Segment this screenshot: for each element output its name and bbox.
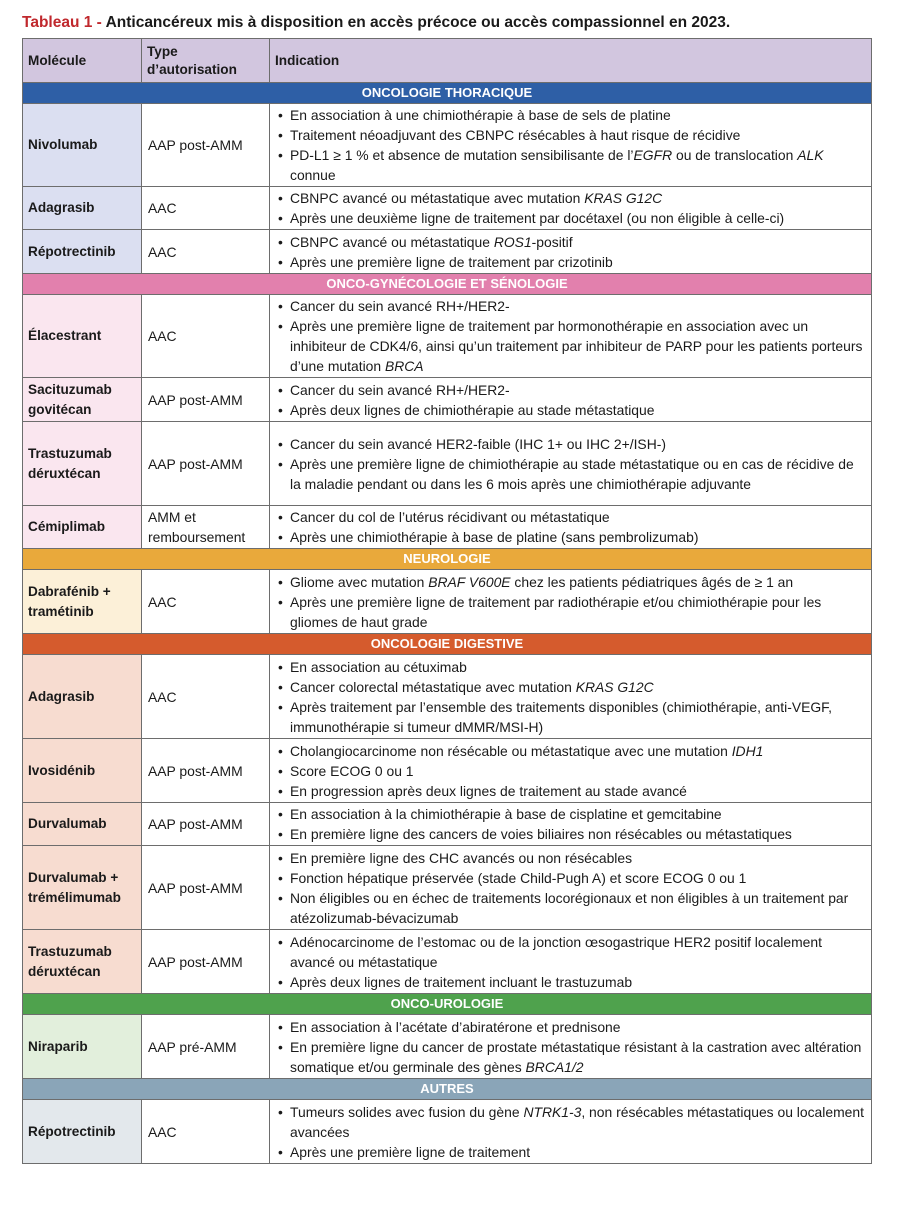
indication-text: Après deux lignes de chimiothérapie au stade métastatique <box>290 401 655 418</box>
indication-item <box>278 1017 866 1037</box>
indication-text: Cancer du sein avancé RH+/HER2- <box>290 381 510 398</box>
molecule-cell: Nivolumab <box>23 104 142 187</box>
section-title: ONCOLOGIE DIGESTIVE <box>23 634 872 655</box>
indication-italic-text: BRAF V600E <box>428 573 511 590</box>
indication-cell <box>270 104 872 187</box>
indication-text: Après une première ligne de traitement par crizotinib <box>290 253 613 270</box>
indication-italic-text: EGFR <box>633 147 673 163</box>
indication-text: Après une première ligne de chimiothérapie au stade métastatique ou en cas de récidive de la maladie pendant ou dans les 6 mois après une chimiothérapie adjuvante <box>290 455 854 492</box>
indication-text: Cancer du col de l’utérus récidivant ou métastatique <box>290 509 610 525</box>
authorization-type-cell: AAP post-AMM <box>142 104 270 187</box>
indication-italic-text: BRCA1/2 <box>525 1058 584 1075</box>
indication-item <box>278 868 866 888</box>
indication-cell <box>270 187 872 230</box>
indication-item <box>278 125 866 145</box>
authorization-type-cell: AAP post-AMM <box>142 422 270 506</box>
indication-text: Gliome avec mutation <box>290 573 429 590</box>
authorization-type-cell: AAP post-AMM <box>142 739 270 803</box>
header-indication: Indication <box>270 39 872 83</box>
indication-text: CBNPC avancé ou métastatique avec mutation <box>290 190 585 206</box>
indication-item <box>278 932 866 972</box>
indication-cell <box>270 422 872 506</box>
indication-item <box>278 677 866 697</box>
indication-text: Après deux lignes de traitement incluant le trastuzumab <box>290 973 633 990</box>
molecule-cell: Ivosidénib <box>23 739 142 803</box>
molecule-cell: Durvalumab <box>23 803 142 846</box>
indication-list <box>278 1017 866 1077</box>
indication-list <box>278 507 866 547</box>
indication-list <box>278 1102 866 1162</box>
indication-text: Cancer colorectal métastatique avec mutation <box>290 678 576 695</box>
indication-item <box>278 507 866 527</box>
section-title: ONCOLOGIE THORACIQUE <box>23 83 872 104</box>
table-row <box>23 570 872 634</box>
section-row <box>23 634 872 655</box>
indication-text: Fonction hépatique préservée (stade Child-Pugh A) et score ECOG 0 ou 1 <box>290 869 747 886</box>
authorization-type-cell: AAC <box>142 1100 270 1164</box>
authorization-type-cell: AAP post-AMM <box>142 846 270 930</box>
indication-text: En association à une chimiothérapie à base de sels de platine <box>290 107 671 123</box>
indication-text: -positif <box>531 233 573 250</box>
molecule-cell: Durvalumab + trémélimumab <box>23 846 142 930</box>
indication-item <box>278 741 866 761</box>
indication-text: Score ECOG 0 ou 1 <box>290 762 414 779</box>
indication-item <box>278 888 866 928</box>
table-row <box>23 803 872 846</box>
table-row <box>23 739 872 803</box>
indication-text: connue <box>290 167 336 183</box>
authorization-type-cell: AAP post-AMM <box>142 378 270 422</box>
table-row <box>23 506 872 549</box>
indication-italic-text: KRAS G12C <box>575 678 654 695</box>
table-row <box>23 422 872 506</box>
molecule-cell: Niraparib <box>23 1015 142 1079</box>
indication-text: Tumeurs solides avec fusion du gène <box>290 1103 524 1120</box>
indication-item <box>278 105 866 125</box>
indication-item <box>278 1037 866 1077</box>
indication-cell <box>270 739 872 803</box>
indication-list <box>278 572 866 632</box>
section-title: AUTRES <box>23 1079 872 1100</box>
section-row <box>23 549 872 570</box>
indication-cell <box>270 803 872 846</box>
indication-text: En première ligne des CHC avancés ou non résécables <box>290 849 633 866</box>
indication-list <box>278 804 866 844</box>
authorization-type-cell: AAC <box>142 655 270 739</box>
authorization-type-cell: AAP pré-AMM <box>142 1015 270 1079</box>
section-title: ONCO-UROLOGIE <box>23 994 872 1015</box>
indication-item <box>278 781 866 801</box>
molecule-cell: Répotrectinib <box>23 230 142 274</box>
indication-cell <box>270 506 872 549</box>
indication-item <box>278 804 866 824</box>
indication-cell <box>270 295 872 378</box>
indication-text: Cancer du sein avancé RH+/HER2- <box>290 298 510 314</box>
indication-item <box>278 592 866 632</box>
indication-italic-text: ALK <box>797 147 824 163</box>
indication-list <box>278 105 866 185</box>
indication-cell <box>270 570 872 634</box>
indication-item <box>278 380 866 400</box>
indication-item <box>278 316 866 376</box>
indication-text: En progression après deux lignes de traitement au stade avancé <box>290 782 687 799</box>
indication-text: Après une première ligne de traitement par radiothérapie et/ou chimiothérapie pour les gliomes de haut grade <box>290 593 822 630</box>
authorization-type-cell: AAC <box>142 230 270 274</box>
drugs-table <box>22 38 872 1164</box>
indication-text: Adénocarcinome de l’estomac ou de la jonction œsogastrique HER2 positif localement avancé ou métastatique <box>290 933 822 970</box>
indication-italic-text: NTRK1-3 <box>523 1103 582 1120</box>
indication-italic-text: IDH1 <box>731 742 764 759</box>
header-molecule: Molécule <box>23 39 142 83</box>
authorization-type-cell: AAC <box>142 295 270 378</box>
authorization-type-cell: AAC <box>142 570 270 634</box>
indication-list <box>278 932 866 992</box>
indication-cell <box>270 378 872 422</box>
section-row <box>23 994 872 1015</box>
indication-italic-text: BRCA <box>384 358 424 374</box>
indication-item <box>278 1102 866 1142</box>
molecule-cell: Répotrectinib <box>23 1100 142 1164</box>
indication-list <box>278 848 866 928</box>
molecule-cell: Adagrasib <box>23 187 142 230</box>
indication-list <box>278 188 866 228</box>
indication-item <box>278 1142 866 1162</box>
header-type: Type d’autorisation <box>142 39 270 83</box>
indication-item <box>278 572 866 592</box>
indication-item <box>278 972 866 992</box>
indication-italic-text: ROS1 <box>493 233 532 250</box>
indication-text: Cancer du sein avancé HER2-faible (IHC 1+ ou IHC 2+/ISH-) <box>290 435 666 452</box>
indication-text: CBNPC avancé ou métastatique <box>290 233 494 250</box>
molecule-cell: Sacituzumab govitécan <box>23 378 142 422</box>
table-row <box>23 930 872 994</box>
indication-list <box>278 657 866 737</box>
indication-text: chez les patients pédiatriques âgés de ≥ 1 an <box>510 573 794 590</box>
indication-text: Non éligibles ou en échec de traitements locorégionaux et non éligibles à un traitement par atézolizumab-bévacizumab <box>290 889 849 926</box>
indication-list <box>278 741 866 801</box>
section-row <box>23 1079 872 1100</box>
molecule-cell: Adagrasib <box>23 655 142 739</box>
indication-cell <box>270 1015 872 1079</box>
table-body <box>23 83 872 1164</box>
authorization-type-cell: AMM et remboursement <box>142 506 270 549</box>
molecule-cell: Trastuzumab déruxtécan <box>23 930 142 994</box>
indication-item <box>278 761 866 781</box>
molecule-cell: Trastuzumab déruxtécan <box>23 422 142 506</box>
indication-text: En association au cétuximab <box>290 658 467 675</box>
indication-text: En première ligne du cancer de prostate métastatique résistant à la castration avec altération somatique et/ou germinale des gènes <box>290 1038 862 1075</box>
indication-text: En association à l’acétate d’abiratérone et prednisone <box>290 1018 621 1035</box>
indication-text: Après une première ligne de traitement par hormonothérapie en association avec un inhibiteur de CDK4/6, ainsi qu’un traitement par inhibiteur de PARP pour les patients porteurs d’une mutation <box>290 318 863 374</box>
section-title: NEUROLOGIE <box>23 549 872 570</box>
indication-text: Cholangiocarcinome non résécable ou métastatique avec une mutation <box>290 742 732 759</box>
indication-text: En première ligne des cancers de voies biliaires non résécables ou métastatiques <box>290 826 792 842</box>
indication-text: Après une chimiothérapie à base de platine (sans pembrolizumab) <box>290 529 699 545</box>
molecule-cell: Élacestrant <box>23 295 142 378</box>
indication-text: Après une deuxième ligne de traitement par docétaxel (ou non éligible à celle-ci) <box>290 210 785 226</box>
indication-cell <box>270 1100 872 1164</box>
indication-cell <box>270 655 872 739</box>
caption-label: Tableau 1 - <box>22 14 106 31</box>
indication-item <box>278 697 866 737</box>
table-row <box>23 187 872 230</box>
authorization-type-cell: AAP post-AMM <box>142 803 270 846</box>
molecule-cell: Cémiplimab <box>23 506 142 549</box>
table-row <box>23 1100 872 1164</box>
indication-item <box>278 824 866 844</box>
indication-text: , non résécables métastatiques ou localement avancées <box>290 1103 864 1140</box>
indication-list <box>278 380 866 420</box>
section-row <box>23 274 872 295</box>
table-row <box>23 295 872 378</box>
indication-list <box>278 434 866 494</box>
indication-item <box>278 454 866 494</box>
authorization-type-cell: AAP post-AMM <box>142 930 270 994</box>
indication-list <box>278 296 866 376</box>
table-row <box>23 655 872 739</box>
indication-item <box>278 848 866 868</box>
indication-item <box>278 527 866 547</box>
indication-cell <box>270 230 872 274</box>
indication-item <box>278 400 866 420</box>
table-header <box>23 39 872 83</box>
indication-item <box>278 252 866 272</box>
indication-item <box>278 434 866 454</box>
molecule-cell: Dabrafénib + tramétinib <box>23 570 142 634</box>
table-row <box>23 846 872 930</box>
indication-text: Après une première ligne de traitement <box>290 1143 531 1160</box>
indication-text: En association à la chimiothérapie à base de cisplatine et gemcitabine <box>290 806 722 822</box>
indication-text: Traitement néoadjuvant des CBNPC résécables à haut risque de récidive <box>290 127 741 143</box>
table-row <box>23 104 872 187</box>
indication-cell <box>270 930 872 994</box>
authorization-type-cell: AAC <box>142 187 270 230</box>
indication-item <box>278 188 866 208</box>
indication-item <box>278 145 866 185</box>
table-row <box>23 230 872 274</box>
indication-text: ou de translocation <box>672 147 798 163</box>
caption-title: Anticancéreux mis à disposition en accès précoce ou accès compassionnel en 2023. <box>105 14 731 31</box>
indication-text: PD-L1 ≥ 1 % et absence de mutation sensibilisante de l’ <box>290 147 634 163</box>
section-title: ONCO-GYNÉCOLOGIE ET SÉNOLOGIE <box>23 274 872 295</box>
indication-cell <box>270 846 872 930</box>
table-row <box>23 1015 872 1079</box>
table-row <box>23 378 872 422</box>
indication-item <box>278 232 866 252</box>
indication-italic-text: KRAS G12C <box>584 190 663 206</box>
table-caption <box>22 14 730 32</box>
indication-item <box>278 208 866 228</box>
indication-text: Après traitement par l’ensemble des traitements disponibles (chimiothérapie, anti-VEGF, immunothérapie si tumeur dMMR/MSI-H) <box>290 698 832 735</box>
header-row <box>23 39 872 83</box>
indication-item <box>278 296 866 316</box>
indication-list <box>278 232 866 272</box>
section-row <box>23 83 872 104</box>
indication-item <box>278 657 866 677</box>
